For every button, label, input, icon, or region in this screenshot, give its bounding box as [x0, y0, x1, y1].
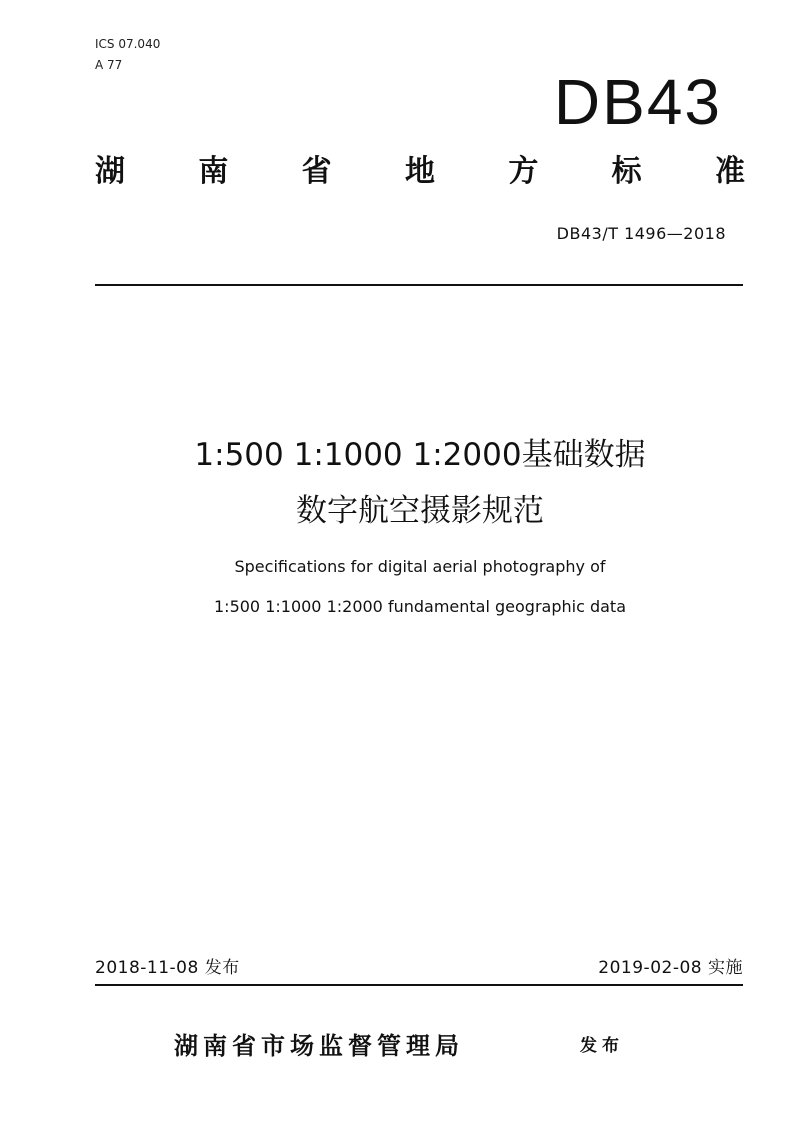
standard-type-char: 南	[198, 154, 229, 189]
issuing-authority: 湖南省市场监督管理局	[174, 1032, 464, 1060]
standard-type	[95, 150, 745, 194]
issued-label: 发布	[580, 1036, 624, 1056]
english-title-line-1: Specifications for digital aerial photography of	[234, 557, 606, 576]
issue-date: 2018-11-08 发布	[95, 958, 240, 978]
title-line-1: 1:500 1:1000 1:2000基础数据	[194, 437, 646, 473]
standard-type-char: 地	[404, 154, 435, 189]
top-divider	[95, 284, 743, 286]
standard-type-char: 标	[611, 154, 642, 189]
english-title-line-2: 1:500 1:1000 1:2000 fundamental geographic data	[214, 597, 626, 616]
bottom-divider	[95, 984, 743, 986]
standard-type-char: 省	[301, 154, 332, 189]
title-line-2: 数字航空摄影规范	[296, 493, 544, 529]
standard-type-char: 准	[714, 154, 745, 189]
ics-code: ICS 07.040	[95, 37, 161, 51]
standard-type-char: 方	[508, 154, 539, 189]
implementation-date: 2019-02-08 实施	[598, 958, 743, 978]
ccs-code: A 77	[95, 58, 123, 72]
db-code: DB43	[553, 66, 722, 138]
standard-type-char: 湖	[95, 154, 125, 189]
standard-number: DB43/T 1496—2018	[556, 224, 726, 243]
